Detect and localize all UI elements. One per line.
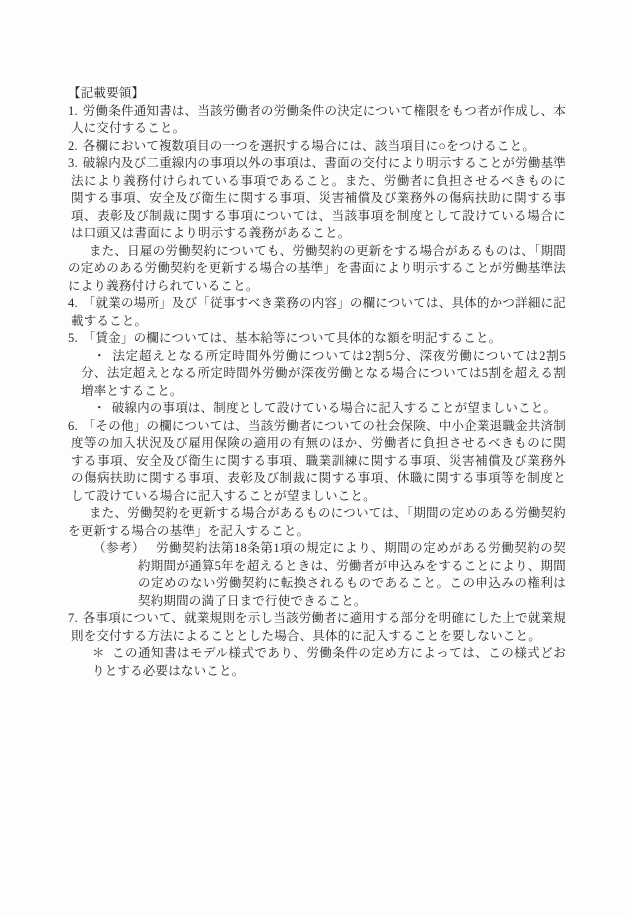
item-6-text: 「その他」の欄については、当該労働者についての社会保険、中小企業退職金共済制度等の加入状況及び雇用保険の適用の有無のほか、労働者に負担させるべきものに関する事項、安全及び衛生に関する事項、職業訓練に関する事項、災害補償及び業務外の傷病扶助に関する事項、表彰及び制裁に関する事項、休職に関する事項等を制度として設けている場合に記入することが望ましいこと。 xyxy=(71,418,566,503)
item-5-number: 5. xyxy=(68,331,78,345)
item-5-bullet-2-text: 破線内の事項は、制度として設けている場合に記入することが望ましいこと。 xyxy=(111,401,557,415)
item-5-text: 「賃金」の欄については、基本給等について具体的な額を明記すること。 xyxy=(82,331,502,345)
item-4-number: 4. xyxy=(68,296,78,310)
reference-label: （参考） xyxy=(93,541,146,555)
item-7-number: 7. xyxy=(68,611,78,625)
item-6-number: 6. xyxy=(68,418,78,433)
list-item-6 xyxy=(68,418,566,506)
item-1-text: 労働条件通知書は、当該労働者の労働条件の決定について権限をもつ者が作成し、本人に交付すること。 xyxy=(71,103,566,135)
item-2-number: 2. xyxy=(68,138,78,153)
item-3-number: 3. xyxy=(68,156,78,170)
section-heading: 【記載要領】 xyxy=(68,86,145,100)
list-item-7 xyxy=(68,610,566,645)
list-item-2 xyxy=(68,138,566,156)
asterisk-note xyxy=(92,645,566,680)
item-2-text: 各欄において複数項目の一つを選択する場合には、該当項目に○をつけること。 xyxy=(82,138,536,153)
item-6-sub-paragraph: また、労働契約を更新する場合があるものについては、「期間の定めのある労働契約を更新する場合の基準」を記入すること。 xyxy=(68,506,566,538)
list-item-5 xyxy=(68,330,566,348)
item-3-sub-paragraph: また、日雇の労働契約についても、労働契約の更新をする場合があるものは、「期間の定めのある労働契約を更新する場合の基準」を書面により明示することが労働基準法により義務付けられていること。 xyxy=(68,243,566,293)
reference-note xyxy=(93,540,566,610)
bullet-dot: ・ xyxy=(93,401,106,415)
item-3-text: 破線内及び二重線内の事項以外の事項は、書面の交付により明示することが労働基準法により義務付けられている事項であること。また、労働者に負担させるべきものに関する事項、安全及び衛生に関する事項、災害補償及び業務外の傷病扶助に関する事項、表彰及び制裁に関する事項については、当該事項を制度として設けている場合には口頭又は書面により明示する義務があること。 xyxy=(71,156,566,240)
asterisk-note-text: この通知書はモデル様式であり、労働条件の定め方によっては、この様式どおりとする必要はないこと。 xyxy=(92,646,566,678)
item-1-number: 1. xyxy=(68,103,78,118)
item-4-text: 「就業の場所」及び「従事すべき業務の内容」の欄については、具体的かつ詳細に記載すること。 xyxy=(71,296,566,328)
list-item-4 xyxy=(68,295,566,330)
reference-text: 労働契約法第18条第1項の規定により、期間の定めがある労働契約の契約期間が通算5年を超えるときは、労働者が申込みをすることにより、期間の定めのない労働契約に転換されるものであること。この申込みの権利は契約期間の満了日まで行使できること。 xyxy=(138,541,566,608)
kisai-yoryo-section xyxy=(68,85,566,680)
item-5-bullet-1-text: 法定超えとなる所定時間外労働については2割5分、深夜労働については2割5分、法定超えとなる所定時間外労働が深夜労働となる場合については5割を超える割増率とすること。 xyxy=(81,348,566,398)
item-5-bullet-1 xyxy=(81,348,566,401)
item-5-bullet-2 xyxy=(81,400,566,418)
bullet-dot: ・ xyxy=(93,348,107,363)
list-item-3 xyxy=(68,155,566,243)
list-item-1 xyxy=(68,103,566,138)
asterisk-mark: ＊ xyxy=(92,646,105,660)
item-7-text: 各事項について、就業規則を示し当該労働者に適用する部分を明確にした上で就業規則を交付する方法によることとした場合、具体的に記入することを要しないこと。 xyxy=(71,611,566,643)
